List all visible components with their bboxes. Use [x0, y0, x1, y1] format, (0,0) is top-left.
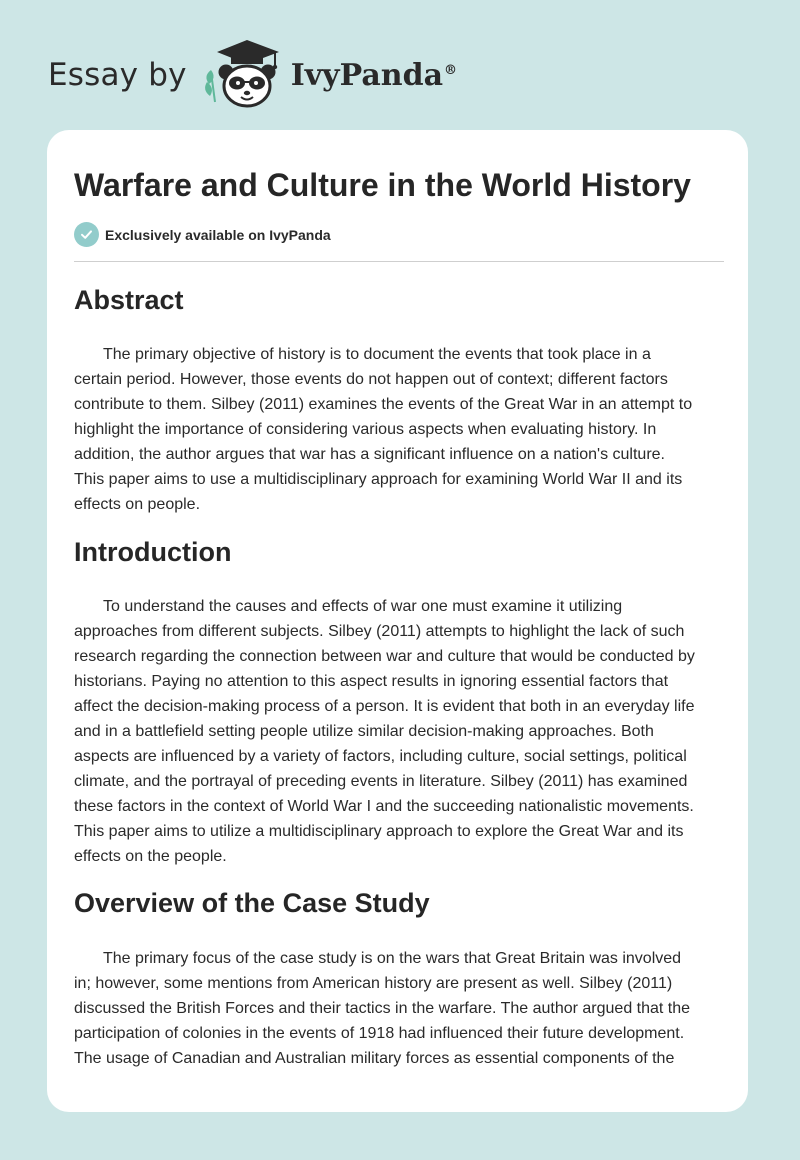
essay-title: Warfare and Culture in the World History [74, 167, 691, 203]
paragraph-line: approaches from different subjects. Silbey (2011) attempts to highlight the lack of such [74, 623, 685, 640]
exclusive-label: Exclusively available on IvyPanda [105, 226, 331, 243]
paragraph-line: The primary focus of the case study is on the wars that Great Britain was involved [103, 950, 682, 967]
panda-graduate-icon [201, 36, 285, 110]
essay-card [47, 130, 748, 1112]
paragraph-line: The usage of Canadian and Australian military forces as essential components of the [74, 1050, 675, 1067]
paragraph-line: discussed the British Forces and their tactics in the warfare. The author argued that the [74, 1000, 691, 1017]
paragraph-line: certain period. However, those events do not happen out of context; different factors [74, 371, 668, 388]
registered-mark: ® [444, 62, 458, 78]
section-paragraph-abstract [74, 342, 724, 517]
paragraph-line: participation of colonies in the events of 1918 had influenced their future development. [74, 1025, 685, 1042]
paragraph-line: these factors in the context of World War I and the succeeding nationalistic movements. [74, 798, 694, 815]
essay-by-label: Essay by [48, 57, 187, 93]
paragraph-line: addition, the author argues that war has a significant influence on a nation's culture. [74, 446, 665, 463]
check-icon [74, 222, 99, 247]
paragraph-line: climate, and the portrayal of preceding events in literature. Silbey (2011) has examined [74, 773, 688, 790]
section-heading-introduction: Introduction [74, 537, 232, 567]
paragraph-line: The primary objective of history is to document the events that took place in a [103, 346, 651, 363]
paragraph-line: historians. Paying no attention to this aspect results in ignoring essential factors that [74, 673, 669, 690]
title-divider [74, 261, 724, 262]
paragraph-line: contribute to them. Silbey (2011) examines the events of the Great War in an attempt to [74, 396, 693, 413]
section-paragraph-introduction [74, 594, 724, 869]
paragraph-line: effects on people. [74, 496, 201, 513]
section-paragraph-overview [74, 946, 724, 1071]
paragraph-line: research regarding the connection between war and culture that would be conducted by [74, 648, 695, 665]
paragraph-line: affect the decision-making process of a person. It is evident that both in an everyday life [74, 698, 695, 715]
section-heading-abstract: Abstract [74, 285, 184, 315]
site-header [48, 36, 457, 110]
paragraph-line: in; however, some mentions from American history are present as well. Silbey (2011) [74, 975, 673, 992]
paragraph-line: To understand the causes and effects of war one must examine it utilizing [103, 598, 623, 615]
paragraph-line: This paper aims to utilize a multidisciplinary approach to explore the Great War and its [74, 823, 684, 840]
paragraph-line: highlight the importance of considering various aspects when evaluating history. In [74, 421, 657, 438]
paragraph-line: and in a battlefield setting people utilize similar decision-making approaches. Both [74, 723, 654, 740]
paragraph-line: effects on the people. [74, 848, 227, 865]
section-heading-overview: Overview of the Case Study [74, 888, 430, 918]
paragraph-line: This paper aims to use a multidisciplinary approach for examining World War II and its [74, 471, 683, 488]
brand-name: IvyPanda® [290, 57, 458, 93]
exclusive-badge [74, 222, 331, 247]
paragraph-line: aspects are influenced by a variety of factors, including culture, social settings, political [74, 748, 687, 765]
